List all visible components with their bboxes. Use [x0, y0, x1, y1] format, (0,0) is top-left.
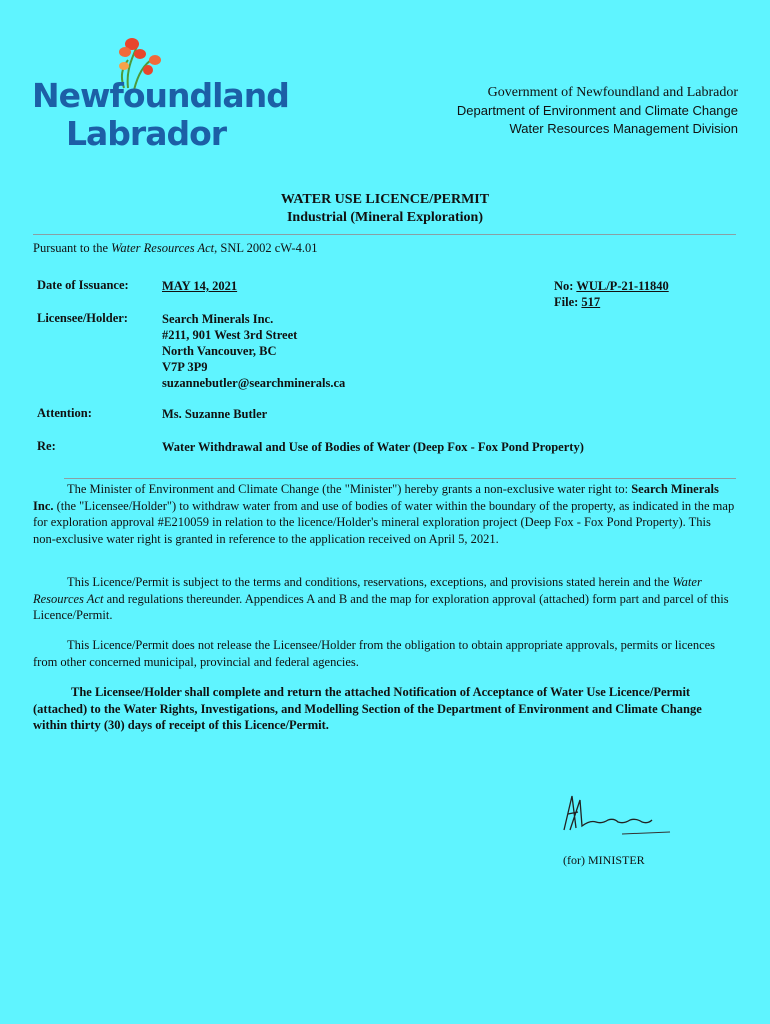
document-title [0, 191, 770, 227]
licence-number [554, 278, 669, 294]
file-number-label: File: [554, 295, 582, 309]
date-value: MAY 14, 2021 [162, 279, 238, 293]
obligation-text: This Licence/Permit does not release the Licensee/Holder from the obligation to obtain appropriate approvals, permits or licences from other concerned municipal, provincial and federal agencies. [33, 638, 716, 669]
attention-value: Ms. Suzanne Butler [162, 407, 268, 421]
re-label: Re: [37, 439, 56, 453]
grant-licensee-name: Search Minerals Inc. [33, 482, 719, 513]
divider [33, 234, 736, 235]
grant-text: The Minister of Environment and Climate Change (the "Minister") hereby grants a non-exclusive water right to: [67, 482, 632, 496]
department-name: Department of Environment and Climate Change [456, 103, 738, 118]
obligation-paragraph [33, 637, 736, 670]
licensee-line: V7P 3P9 [162, 360, 208, 374]
grant-text-cont: (the "Licensee/Holder") to withdraw water from and use of bodies of water within the boundary of the property, as indicated in the map for exploration approval #E210059 in relation to the licence/Holder's mineral exploration project (Deep Fox - Fox Pond Property). This non-exclusive water right is granted in reference to the application received on April 5, 2021. [33, 498, 735, 546]
licensee-label: Licensee/Holder: [37, 311, 128, 325]
minister-signature [556, 790, 676, 840]
government-name: Government of Newfoundland and Labrador [487, 85, 738, 100]
pursuant-prefix: Pursuant to the [33, 241, 112, 255]
acceptance-text: The Licensee/Holder shall complete and return the attached Notification of Acceptance of Water Use Licence/Permit (attached) to the Water Rights, Investigations, and Modelling Section of the Department of Environment and Climate Change within thirty (30) days of receipt of this Licence/Permit. [33, 685, 702, 732]
terms-act-name: Water Resources Act [33, 575, 702, 606]
terms-text-cont: and regulations thereunder. Appendices A and B and the map for exploration approval (attached) form part and parcel of this Licence/Permit. [33, 591, 729, 622]
licensee-line: #211, 901 West 3rd Street [162, 328, 298, 342]
date-label: Date of Issuance: [37, 278, 129, 292]
pursuant-statement [33, 241, 317, 256]
licensee-address [162, 311, 345, 391]
division-name: Water Resources Management Division [509, 121, 738, 136]
newfoundland-labrador-logo [28, 30, 289, 160]
title-subtitle: Industrial (Mineral Exploration) [286, 210, 483, 225]
pursuant-suffix: , SNL 2002 cW-4.01 [214, 241, 318, 255]
licensee-line: Search Minerals Inc. [162, 312, 274, 326]
re-value: Water Withdrawal and Use of Bodies of Water (Deep Fox - Fox Pond Property) [162, 440, 584, 454]
terms-text: This Licence/Permit is subject to the terms and conditions, reservations, exceptions, and provisions stated herein and the [67, 575, 673, 589]
title-main: WATER USE LICENCE/PERMIT [280, 192, 490, 207]
reference-block [554, 278, 669, 310]
signature-caption: (for) MINISTER [563, 853, 645, 867]
government-header [457, 84, 738, 138]
acceptance-paragraph [33, 684, 736, 734]
licence-number-value: WUL/P-21-11840 [576, 279, 669, 293]
act-name: Water Resources Act [111, 241, 215, 255]
terms-paragraph [33, 574, 736, 624]
logo-word-labrador: Labrador [66, 114, 227, 153]
logo-word-newfoundland: Newfoundland [32, 76, 289, 115]
licence-number-label: No: [554, 279, 577, 293]
grant-paragraph [33, 481, 736, 547]
divider [64, 478, 736, 479]
file-number-value: 517 [581, 295, 601, 309]
licensee-email: suzannebutler@searchminerals.ca [162, 376, 346, 390]
file-number [554, 294, 669, 310]
licensee-line: North Vancouver, BC [162, 344, 277, 358]
attention-label: Attention: [37, 406, 92, 420]
